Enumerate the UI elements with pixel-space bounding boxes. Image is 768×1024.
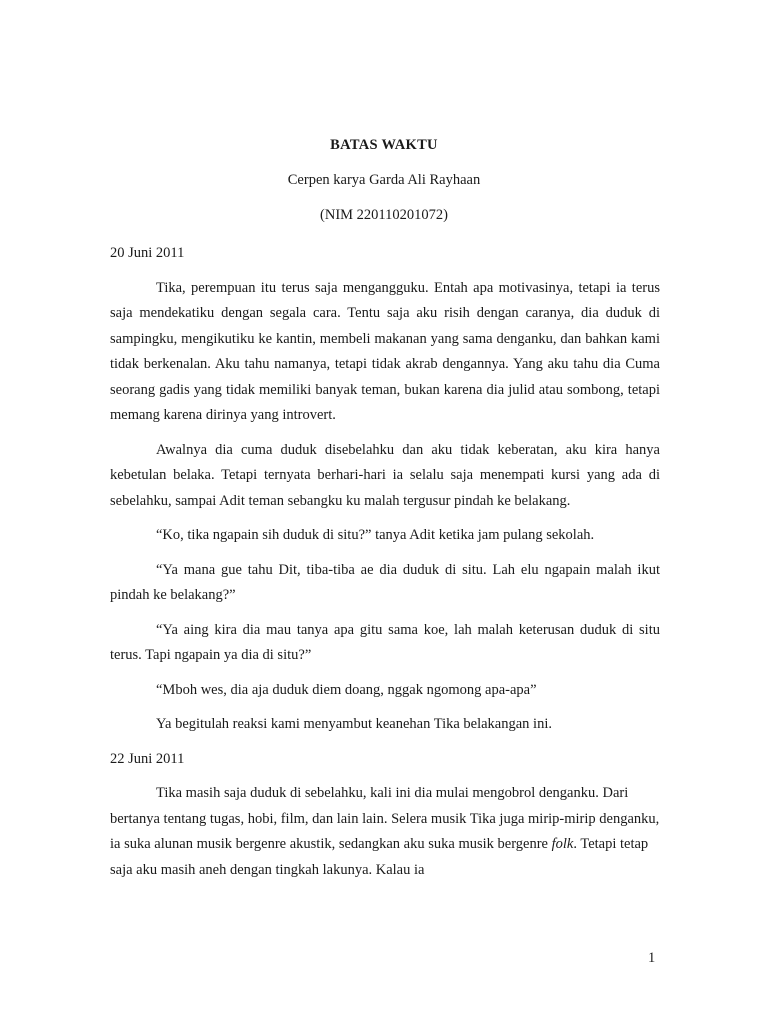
story-body xyxy=(110,241,660,892)
story-title: BATAS WAKTU xyxy=(330,137,438,153)
paragraph-text: Tika masih saja duduk di sebelahku, kali ini dia mulai mengobrol denganku. Dari bertanya tentang tugas, hobi, film, dan lain lain. Selera musik Tika juga mirip-mirip denganku, ia suka alunan musik bergenre akustik, sedangkan aku suka musik bergenre xyxy=(110,785,660,852)
paragraph: Tika, perempuan itu terus saja mengangguku. Entah apa motivasinya, tetapi ia terus saja mendekatiku dengan segala cara. Tentu saja aku risih dengan caranya, dia duduk di sampingku, mengikutiku ke kantin, membeli makanan yang sama denganku, dan bahkan kami tidak berkenalan. Aku tahu namanya, tetapi tidak akrab dengannya. Yang aku tahu dia Cuma seorang gadis yang tidak memiliki banyak teman, bukan karena dia julid atau sombong, tetapi memang karena dirinya yang introvert. xyxy=(110,279,660,423)
page-number: 1 xyxy=(648,950,656,966)
story-author-line: Cerpen karya Garda Ali Rayhaan xyxy=(287,172,481,188)
dialogue-paragraph: “Ko, tika ngapain sih duduk di situ?” tanya Adit ketika jam pulang sekolah. xyxy=(156,527,595,543)
dialogue-paragraph: “Mboh wes, dia aja duduk diem doang, nggak ngomong apa-apa” xyxy=(156,681,537,698)
entry-date: 20 Juni 2011 xyxy=(110,245,185,261)
entry-date: 22 Juni 2011 xyxy=(110,750,185,767)
dialogue-paragraph: “Ya mana gue tahu Dit, tiba-tiba ae dia duduk di situ. Lah elu ngapain malah ikut pindah ke belakang?” xyxy=(110,561,660,603)
paragraph xyxy=(110,781,660,883)
student-id-line: (NIM 220110201072) xyxy=(320,207,448,223)
dialogue-paragraph: “Ya aing kira dia mau tanya apa gitu sama koe, lah malah keterusan duduk di situ terus. Tapi ngapain ya dia di situ?” xyxy=(110,621,660,663)
italic-term: folk xyxy=(551,836,574,852)
paragraph-text: . Tetapi tetap saja aku masih aneh dengan tingkah lakunya. Kalau ia xyxy=(110,836,649,878)
paragraph: Awalnya dia cuma duduk disebelahku dan aku tidak keberatan, aku kira hanya kebetulan belaka. Tetapi ternyata berhari-hari ia selalu saja menempati kursi yang ada di sebelahku, sampai Adit teman sebangku ku malah tergusur pindah ke belakang. xyxy=(110,441,660,509)
paragraph: Ya begitulah reaksi kami menyambut keanehan Tika belakangan ini. xyxy=(156,716,552,732)
